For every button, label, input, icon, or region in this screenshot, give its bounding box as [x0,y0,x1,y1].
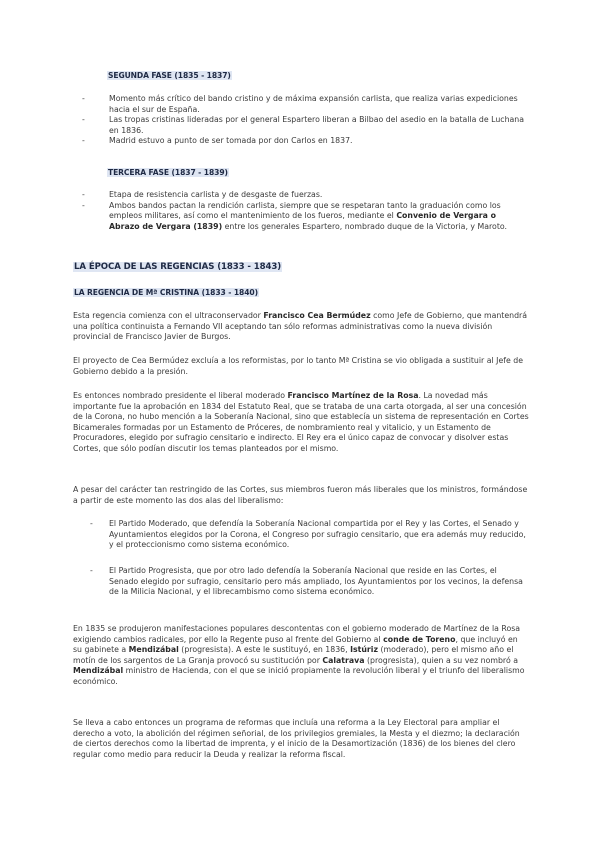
partidos-list-2 [90,566,528,598]
tercera-fase-list [82,190,528,232]
paragraph-cea-bermudez: Esta regencia comienza con el ultraconservador Francisco Cea Bermúdez como Jefe de Gobierno, que mantendrá una política continuista a Fernando VII aceptando tan sólo reformas administrativas como la nueva división provincial de Francisco Javier de Burgos. [73,311,528,342]
segunda-fase-list [82,94,528,147]
paragraph-martinez-rosa: Es entonces nombrado presidente el liberal moderado Francisco Martínez de la Rosa. La novedad más importante fue la aprobación en 1834 del Estatuto Real, que se trataba de una carta otorgada, al ser una concesión de la Corona, no hubo mención a la Soberanía Nacional, sino que establecía un sistema de representación en Cortes Bicamerales formadas por un Estamento de Próceres, de nombramiento real y vitalicio, y un Estamento de Procuradores, elegido por sufragio censitario e indirecto. El Rey era el único capaz de convocar y disolver estas Cortes, que sólo podían discutir los temas planteados por el mismo. [73,391,529,453]
list-item: - Ambos bandos pactan la rendición carlista, siempre que se respetaran tanto la graduación como los empleos militares, así como el mantenimiento de los fueros, mediante el Convenio de Vergara o Abrazo de Vergara (1839) entre los generales Espartero, nombrado duque de la Victoria, y Maroto. [82,200,507,231]
tercera-fase-heading: TERCERA FASE (1837 - 1839) [108,168,228,177]
list-item: - El Partido Moderado, que defendía la Soberanía Nacional compartida por el Rey y las Cortes, el Senado y Ayuntamientos elegidos por la Corona, el Congreso por sufragio censitario, que era además muy reducido, y el proteccionismo como sistema económico. [90,519,526,550]
list-item: - Las tropas cristinas lideradas por el general Espartero liberan a Bilbao del asedio en la batalla de Luchana en 1836. [82,115,525,135]
segunda-fase-heading: SEGUNDA FASE (1835 - 1837) [108,71,231,80]
paragraph-proyecto: El proyecto de Cea Bermúdez excluía a los reformistas, por lo tanto Mª Cristina se vio obligada a sustituir al Jefe de Gobierno debido a la presión. [73,356,524,376]
list-item: - Etapa de resistencia carlista y de desgaste de fuerzas. [82,190,323,199]
list-item: - Momento más crítico del bando cristino y de máxima expansión carlista, que realiza varias expediciones hacia el sur de España. [82,94,518,114]
paragraph-1835: En 1835 se produjeron manifestaciones populares descontentas con el gobierno moderado de Martínez de la Rosa exigiendo cambios radicales, por ello la Regente puso al frente del Gobierno al conde de Toreno, que incluyó en su gabinete a Mendizábal (progresista). A este le sustituyó, en 1836, Istúriz (moderado), pero el mismo año el motín de los sargentos de La Granja provocó su sustitución por Calatrava (progresista), quien a su vez nombró a Mendizábal ministro de Hacienda, con el que se inició propiamente la revolución liberal y el triunfo del liberalismo económico. [73,624,525,686]
paragraph-cortes: A pesar del carácter tan restringido de las Cortes, sus miembros fueron más liberales que los ministros, formándose a partir de este momento las dos alas del liberalismo: [73,485,528,505]
list-item: - El Partido Progresista, que por otro lado defendía la Soberanía Nacional que reside en las Cortes, el Senado elegido por sufragio, censitario pero más ampliado, los Ayuntamientos por los vecinos, la defensa de la Milicia Nacional, y el librecambismo como sistema económico. [90,566,523,597]
list-item: - Madrid estuvo a punto de ser tomada por don Carlos en 1837. [82,136,353,146]
epoca-regencias-heading: LA ÉPOCA DE LAS REGENCIAS (1833 - 1843) [74,262,282,272]
paragraph-reformas: Se lleva a cabo entonces un programa de reformas que incluía una reforma a la Ley Electoral para ampliar el derecho a voto, la abolición del régimen señorial, de los privilegios gremiales, la Mesta y el diezmo; la declaración de ciertos derechos como la libertad de imprenta, y el inicio de la Desamortización (1836) de los bienes del clero regular como medio para reducir la Deuda y realizar la reforma fiscal. [73,718,520,759]
regencia-cristina-heading: LA REGENCIA DE Mª CRISTINA (1833 - 1840) [74,288,258,297]
partidos-list [90,519,528,551]
